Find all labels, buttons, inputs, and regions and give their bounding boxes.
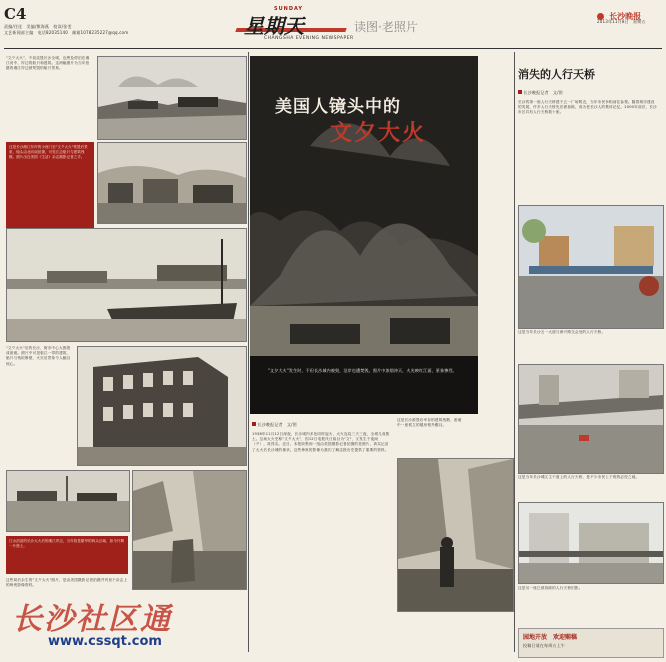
column-rule-left <box>248 52 249 652</box>
submission-banner-title: 园地开放 欢迎赐稿 <box>523 634 578 641</box>
feature-photo-caption: "文夕大火"发生时，不但长沙城内被毁，沿岸也遭焚毁。照片中浓烟冲天，火光映红江面，景象惨烈。 <box>268 368 457 373</box>
feature-headline-1: 美国人镜头中的 <box>275 97 401 117</box>
right-body: 长沙的第一座人行天桥建于五一广场附近，当年市民争相前往参观。随着城市建设的发展，许多人行天桥先后被拆除，成为老长沙人的集体记忆。2000年前后，长沙市区共有人行天桥数十座。 <box>518 100 657 115</box>
left-mid-text: "文夕大火"后的长沙，街市中心大都毁成废墟。照片中可见临江一带的建筑、船只与残垣断壁，火灾后景象令人触目惊心。 <box>6 346 71 366</box>
feature-headline-2: 文夕大火 <box>330 120 427 146</box>
right-section-title: 消失的人行天桥 <box>518 68 595 81</box>
staff-line-2: 文艺新闻部主编 电话82035140 邮箱1078235227@qq.com <box>4 30 129 35</box>
issue-date: 2013年11月8日 星期五 <box>597 19 646 24</box>
watermark-url: www.cssqt.com <box>48 634 162 649</box>
staff-line-1: 责编/任佳 美编/熊海燕 校读/张雯 <box>4 24 72 29</box>
submission-banner-note: 投稿日请在每周五上午 <box>523 643 565 648</box>
feature-body: 1938年11月12日深夜，长沙城内多处同时起火，大火连烧三天三夜，全城几成焦土。这场大火史称"文夕大火"，因12日电报代日韵目为"文"，又发生于夜间（夕），故得名。近日，本报收集到一组由美国摄影记者拍摄的老照片，真实记录了大火后长沙城的惨状。这些珍贵的影像为我们了解这段历史提供了重要的资料。 <box>252 432 390 452</box>
submission-banner <box>518 628 664 658</box>
feature-byline-text: 长沙晚报记者 文/图 <box>257 422 297 427</box>
sunday-label: SUNDAY <box>274 6 304 12</box>
photo-river-ruins <box>97 56 247 140</box>
left-bottom-text: 这些劫后余生的"文夕大火"照片，是由美国摄影记者拍摄并刊登于杂志上的珍贵影像资料。 <box>6 578 128 588</box>
byline-marker-icon <box>252 422 256 426</box>
masthead-title: 星期天 <box>244 14 304 38</box>
feature-byline <box>252 422 392 427</box>
right-byline-text: 长沙晚报记者 文/图 <box>523 90 563 95</box>
masthead-subtitle: CHANGSHA EVENING NEWSPAPER <box>264 36 354 41</box>
right-caption-2: 这是当年长沙城区主干道上的人行天桥，是不少市民上下班的必经之地。 <box>518 475 640 479</box>
section-label: 读图·老照片 <box>354 20 418 34</box>
header-rule <box>4 48 662 49</box>
right-byline-marker-icon <box>518 90 522 94</box>
left-intro-text: "文夕大火"，不但烧毁长沙全城，也殃及停泊在湘江河中、岸边的船只和建筑。这两幅照片为当年拍摄的湘江岸边被焚毁的船只景象。 <box>6 56 90 71</box>
photo-footbridge-2 <box>518 364 664 474</box>
paper-name: 长沙晚报 <box>609 12 642 21</box>
photo-harbor <box>6 470 130 532</box>
photo-burnt-boats <box>6 228 247 342</box>
watermark-logo: 长沙社区通 <box>12 602 172 637</box>
masthead <box>224 6 454 42</box>
page-number: C4 <box>4 5 27 23</box>
photo-footbridge-3 <box>518 502 664 584</box>
photo-riverbank-buildings <box>97 142 247 224</box>
photo-street-ruins <box>132 470 247 590</box>
photo-standing-figure <box>397 458 514 612</box>
column-rule-right <box>514 52 515 652</box>
feature-side-caption: 这是长沙被毁后幸存的建筑残骸，废墟中一座孤立的楼房格外醒目。 <box>397 418 462 428</box>
photo-footbridge-1 <box>518 205 664 329</box>
left-red-caption: 这是长沙湘江东岸的小西门至"文夕大火"焚毁后景象，镜头由北向南拍摄，可见江边船只与建筑残骸。照片出自美国《生活》杂志摄影记者之手。 <box>6 142 94 232</box>
right-byline <box>518 90 658 95</box>
left-bottom-red-caption: 江水滔滔的长沙大火后的湘江岸边，当年曾是繁华的码头区域，如今只剩一片焦土。 <box>6 536 128 574</box>
right-caption-1: 这是当年长沙五一大道与黄兴路交会处的人行天桥。 <box>518 330 606 334</box>
photo-damaged-building <box>77 346 247 466</box>
right-caption-3: 这是另一座已被拆除的人行天桥旧影。 <box>518 586 583 590</box>
